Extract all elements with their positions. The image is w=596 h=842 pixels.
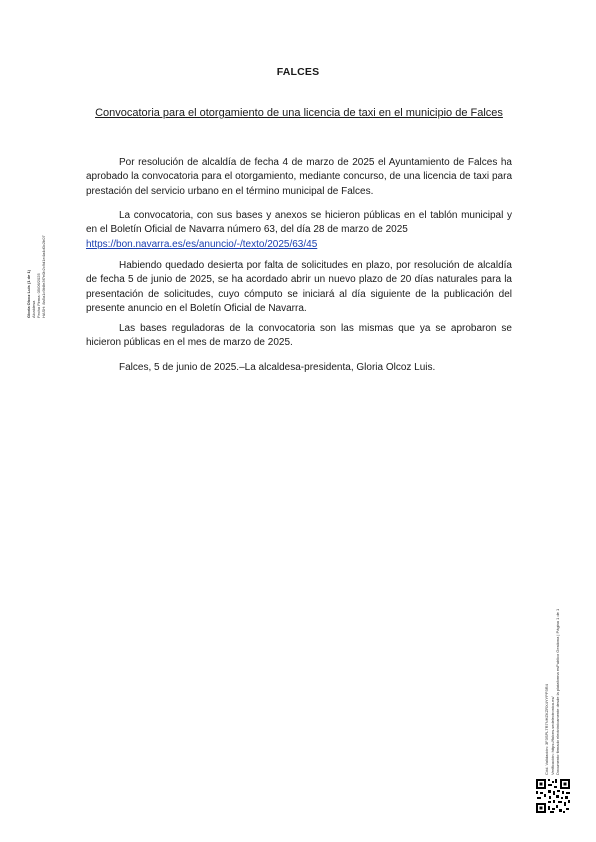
paragraph-new-deadline: Habiendo quedado desierta por falta de solicitudes en plazo, por resolución de alcaldía de fecha 5 de junio de 2025, se ha acordado abrir un nuevo plazo de 20 días naturales para la presentación de solicitudes, cuyo cómputo se iniciará al día siguiente de la publicación del presente anuncio en el Boletín Oficial de Navarra. — [86, 260, 512, 315]
left-stamp-line: Fecha Firma: 05/06/2025 — [36, 273, 41, 318]
bon-announcement-link[interactable]: https://bon.navarra.es/es/anuncio/-/texto/2025/63/45 — [86, 238, 318, 250]
paragraph-resolution: Por resolución de alcaldía de fecha 4 de marzo de 2025 el Ayuntamiento de Falces ha aprobado la convocatoria para el otorgamiento, mediante concurso, de una licencia de taxi para prestación del servicio urbano en el término municipal de Falces. — [86, 157, 512, 197]
left-stamp-line: HASH: 8a5a1c9b8e3f7e0b2c9d1e4a4d0c2b07 — [41, 235, 46, 318]
signature-line: Falces, 5 de junio de 2025.–La alcaldesa-presidenta, Gloria Olcoz Luis. — [119, 362, 436, 373]
page-title: FALCES — [276, 66, 320, 78]
right-stamp-line: Verificación: https://falces.sedelectronica.es/ — [549, 696, 555, 775]
paragraph-bases: Las bases reguladoras de la convocatoria son las mismas que ya se aprobaron se hicieron públicas en el mes de marzo de 2025. — [86, 323, 512, 349]
left-stamp-line: Alcaldesa — [31, 300, 36, 318]
right-stamp-line: Documento firmado electrónicamente desde la plataforma esPublico Gestiona | Página 1 de 1 — [555, 608, 560, 775]
qr-code-icon — [535, 778, 571, 814]
document-heading: Convocatoria para el otorgamiento de una licencia de taxi en el municipio de Falces — [95, 107, 503, 119]
paragraph-convocatoria-text: La convocatoria, con sus bases y anexos se hicieron públicas en el tablón municipal y en el Boletín Oficial de Navarra número 63, del día 28 de marzo de 2025 — [86, 210, 512, 236]
left-stamp-line: Gloria Olcoz Luis (1 de 1) — [26, 269, 31, 318]
right-validation-stamp — [544, 520, 572, 775]
right-stamp-line: Cód. Validación: 3F3SPL7R7NHZKZRX4YYPP3R4 — [544, 684, 549, 775]
paragraph-convocatoria — [86, 209, 512, 252]
left-signature-stamp — [26, 168, 48, 318]
